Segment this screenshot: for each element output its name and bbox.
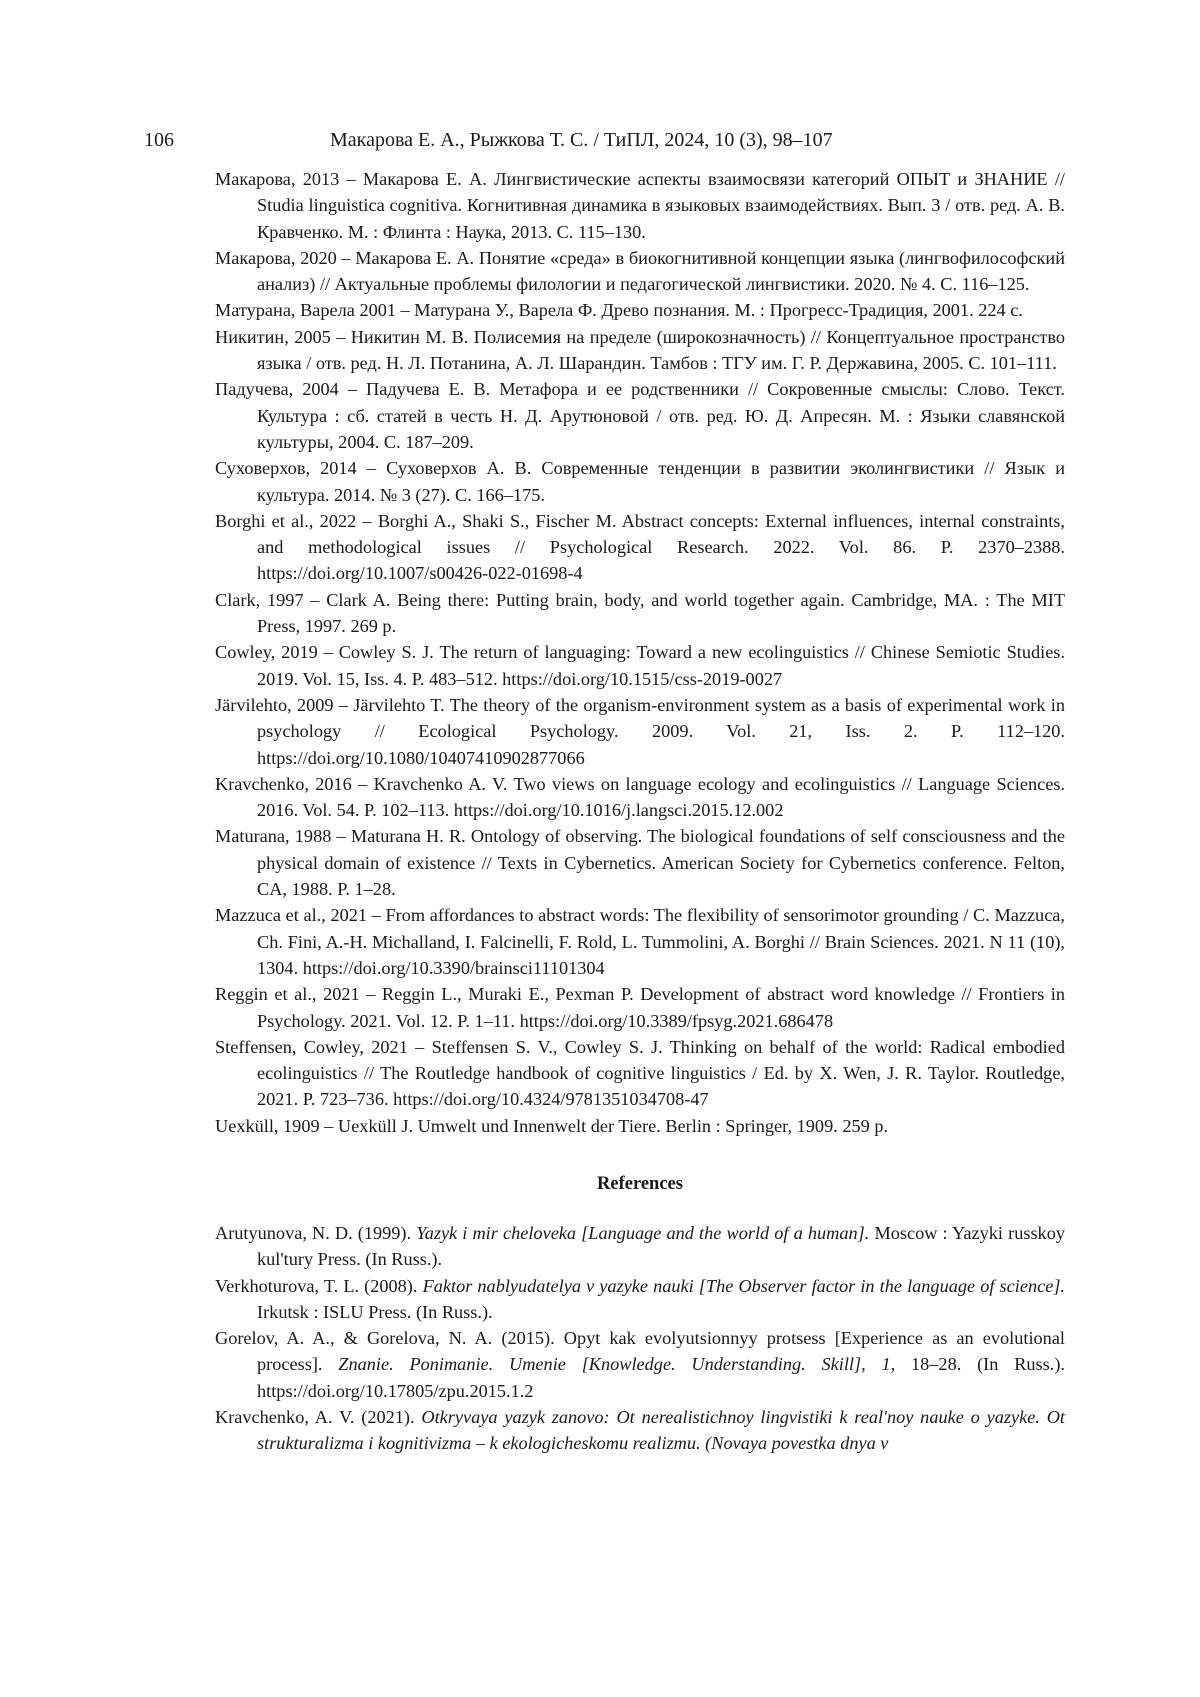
bibliography-section (215, 166, 1065, 1457)
bibliography-entry: Maturana, 1988 – Maturana H. R. Ontology of observing. The biological foundations of self consciousness and the physical domain of existence // Texts in Cybernetics. American Society for Cybernetics conference. Felton, CA, 1988. P. 1–28. (215, 826, 1065, 900)
reference-text: 18–28. (In Russ.). https://doi.org/10.17805/zpu.2015.1.2 (257, 1354, 1065, 1401)
bibliography-entry: Падучева, 2004 – Падучева Е. В. Метафора и ее родственники // Сокровенные смыслы: Слово. Текст. Культура : сб. статей в честь Н. Д. Арутюновой / отв. ред. Ю. Д. Апресян. М. : Языки славянской культуры, 2004. С. 187–209. (215, 379, 1065, 452)
bibliography-entry: Järvilehto, 2009 – Järvilehto T. The theory of the organism-environment system as a basis of experimental work in psychology // Ecological Psychology. 2009. Vol. 21, Iss. 2. P. 112–120. https://doi.org/10.1080/10407410902877066 (215, 694, 1065, 768)
reference-text: Verkhoturova, T. L. (2008). (215, 1275, 423, 1296)
bibliography-entry: Clark, 1997 – Clark A. Being there: Putting brain, body, and world together again. Cambridge, MA. : The MIT Press, 1997. 269 p. (215, 589, 1065, 637)
bibliography-entry: Суховерхов, 2014 – Суховерхов А. В. Современные тенденции в развитии эколингвистики // Язык и культура. 2014. № 3 (27). С. 166–175. (215, 458, 1065, 505)
bibliography-entry: Макарова, 2020 – Макарова Е. А. Понятие «среда» в биокогнитивной концепции языка (лингвофилософский анализ) // Актуальные проблемы филологии и педагогической лингвистики. 2020. № 4. С. 116–125. (215, 247, 1065, 295)
bibliography-entry: Макарова, 2013 – Макарова Е. А. Лингвистические аспекты взаимосвязи категорий ОПЫТ и ЗНАНИЕ // Studia linguistica cognitiva. Когнитивная динамика в языковых взаимодействиях. Вып. 3 / отв. ред. А. В. Кравченко. М. : Флинта : Наука, 2013. С. 115–130. (215, 169, 1065, 242)
bibliography-entry: Матурана, Варела 2001 – Матурана У., Варела Ф. Древо познания. М. : Прогресс-Традиция, 2001. 224 с. (215, 300, 1023, 321)
bibliography-entry: Uexküll, 1909 – Uexküll J. Umwelt und Innenwelt der Tiere. Berlin : Springer, 1909. 259 p. (215, 1115, 889, 1136)
bibliography-entry: Borghi et al., 2022 – Borghi A., Shaki S., Fischer M. Abstract concepts: External influences, internal constraints, and methodological issues // Psychological Research. 2022. Vol. 86. P. 2370–2388. https://doi.org/10.1007/s00426-022-01698-4 (215, 510, 1065, 584)
reference-title: Znanie. Ponimanie. Umenie [Knowledge. Understanding. Skill], 1, (338, 1354, 896, 1375)
references-heading: References (597, 1173, 683, 1194)
reference-entry (215, 1325, 1065, 1404)
reference-text: Gorelov, A. A., & Gorelova, N. A. (2015). Opyt kak evolyutsionnyy protsess [Experience as an evolutional process]. (215, 1328, 1065, 1375)
reference-entry (215, 1404, 1065, 1457)
bibliography-list (215, 166, 1065, 1139)
running-head: Макарова Е. А., Рыжкова Т. С. / ТиПЛ, 2024, 10 (3), 98–107 (330, 129, 833, 151)
reference-text: Irkutsk : ISLU Press. (In Russ.). (257, 1301, 493, 1322)
reference-entry (215, 1273, 1065, 1326)
page-header (144, 125, 1064, 155)
bibliography-entry: Reggin et al., 2021 – Reggin L., Muraki E., Pexman P. Development of abstract word knowledge // Frontiers in Psychology. 2021. Vol. 12. P. 1–11. https://doi.org/10.3389/fpsyg.2021.686478 (215, 984, 1065, 1031)
bibliography-entry: Steffensen, Cowley, 2021 – Steffensen S. V., Cowley S. J. Thinking on behalf of the world: Radical embodied ecolinguistics // The Routledge handbook of cognitive linguistics / Ed. by X. Wen, J. R. Taylor. Routledge, 2021. P. 723–736. https://doi.org/10.4324/9781351034708-47 (215, 1036, 1065, 1110)
reference-text: Moscow : Yazyki russkoy kul'tury Press. (In Russ.). (257, 1222, 1065, 1270)
bibliography-entry: Cowley, 2019 – Cowley S. J. The return of languaging: Toward a new ecolinguistics // Chinese Semiotic Studies. 2019. Vol. 15, Iss. 4. P. 483–512. https://doi.org/10.1515/css-2019-0027 (215, 642, 1065, 689)
bibliography-entry: Mazzuca et al., 2021 – From affordances to abstract words: The flexibility of sensorimotor grounding / C. Mazzuca, Ch. Fini, A.-H. Michalland, I. Falcinelli, F. Rold, L. Tummolini, A. Borghi // Brain Sciences. 2021. N 11 (10), 1304. https://doi.org/10.3390/brainsci11101304 (215, 905, 1065, 978)
reference-text: Arutyunova, N. D. (1999). (215, 1222, 417, 1243)
reference-title: Faktor nablyudatelya v yazyke nauki [The Observer factor in the language of science]. (422, 1275, 1066, 1296)
reference-text: Kravchenko, A. V. (2021). (215, 1407, 422, 1428)
bibliography-entry: Никитин, 2005 – Никитин М. В. Полисемия на пределе (широкозначность) // Концептуальное пространство языка / отв. ред. Н. Л. Потанина, А. Л. Шарандин. Тамбов : ТГУ им. Г. Р. Державина, 2005. С. 101–111. (215, 326, 1065, 374)
references-list (215, 1220, 1065, 1457)
reference-entry (215, 1220, 1065, 1273)
bibliography-entry: Kravchenko, 2016 – Kravchenko A. V. Two views on language ecology and ecolinguistics // Language Sciences. 2016. Vol. 54. P. 102–113. https://doi.org/10.1016/j.langsci.2015.12.002 (215, 773, 1065, 821)
reference-title: Yazyk i mir cheloveka [Language and the world of a human]. (416, 1222, 870, 1243)
reference-title: Otkryvaya yazyk zanovo: Ot nerealistichnoy lingvistiki k real'noy nauke o yazyke. Ot strukturalizma i kognitivizma – k ekologicheskomu realizmu. (Novaya povestka dnya v (257, 1407, 1066, 1454)
page-number: 106 (144, 129, 174, 151)
